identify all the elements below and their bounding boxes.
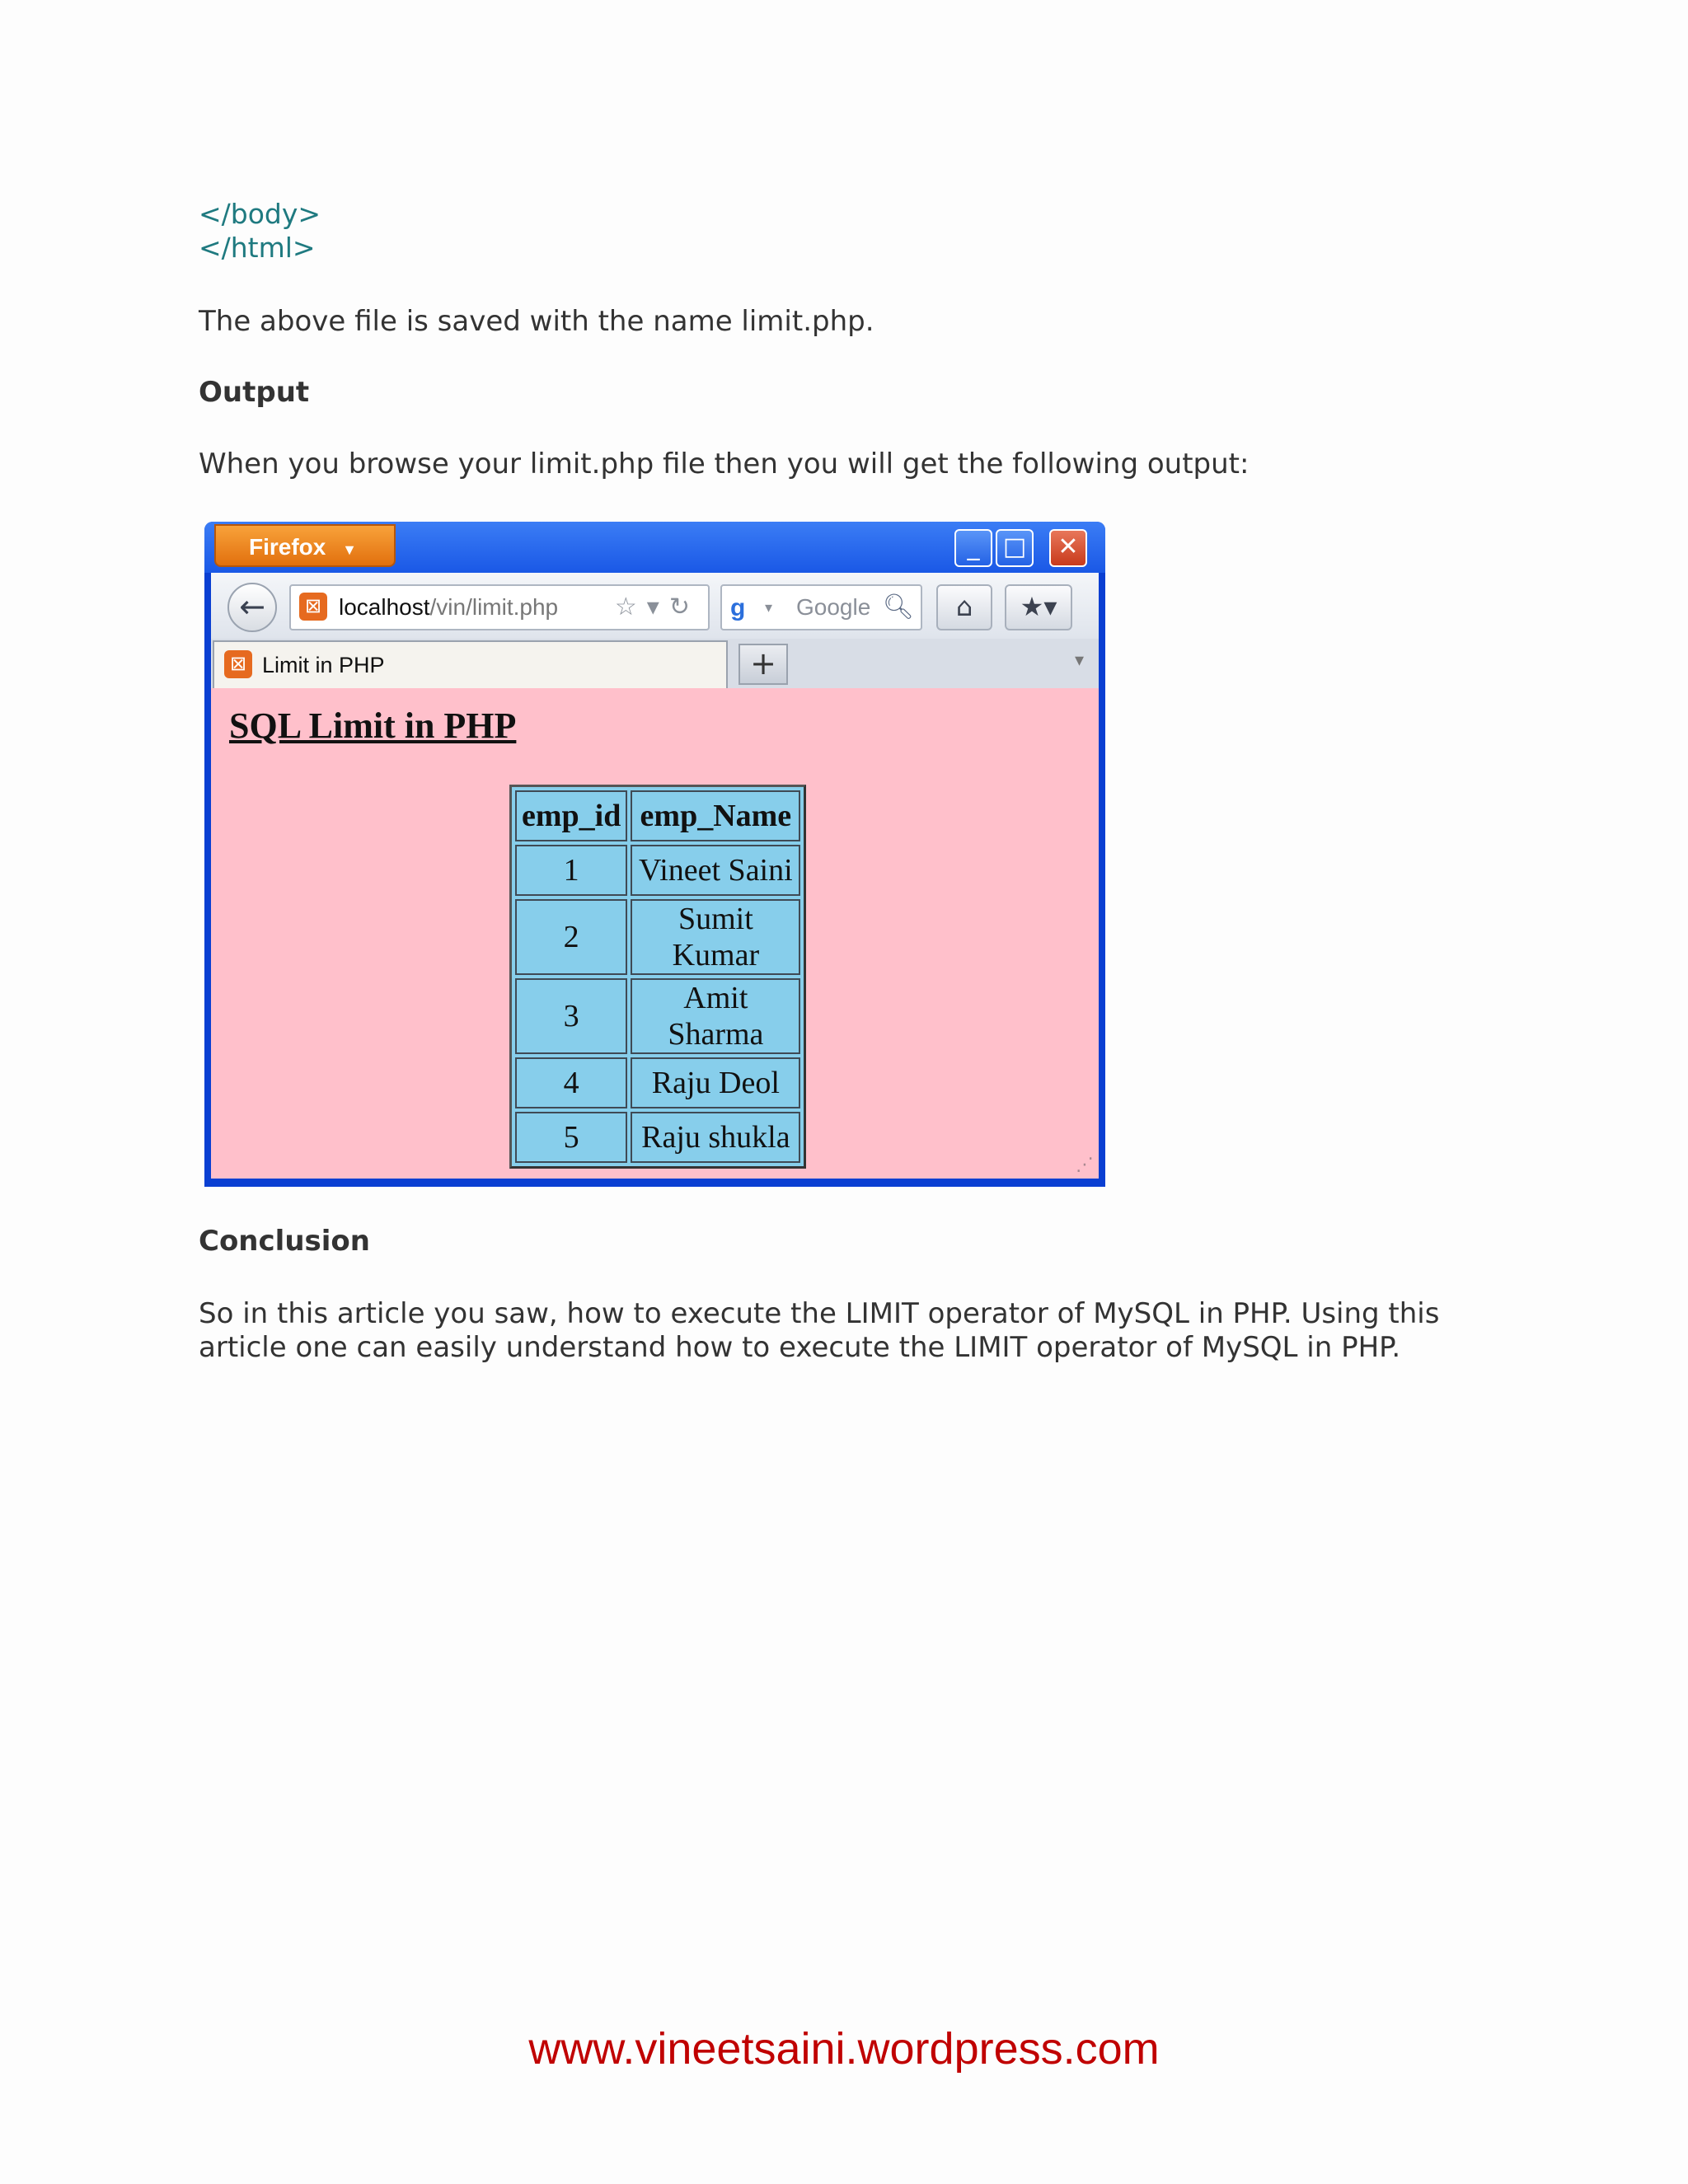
output-heading: Output xyxy=(199,376,310,409)
saved-file-text: The above file is saved with the name limit.php. xyxy=(199,305,874,338)
table-header-row xyxy=(515,790,800,841)
url-host: localhost xyxy=(339,594,430,620)
home-icon: ⌂ xyxy=(955,591,973,622)
firefox-menu-label: Firefox xyxy=(249,534,326,560)
new-tab-button[interactable]: + xyxy=(738,644,788,685)
bookmark-star-icon[interactable]: ☆ xyxy=(614,593,647,621)
conclusion-heading: Conclusion xyxy=(199,1225,370,1258)
home-button[interactable] xyxy=(936,584,992,630)
history-dropdown-icon[interactable]: ▾ xyxy=(646,593,669,621)
emp-id-cell: 3 xyxy=(515,978,627,1054)
column-header: emp_id xyxy=(515,790,627,841)
chevron-down-icon: ▼ xyxy=(342,541,357,558)
google-logo-icon: g xyxy=(730,594,746,621)
footer-website-link[interactable]: www.vineetsaini.wordpress.com xyxy=(528,2024,1160,2074)
bookmarks-icon: ★▾ xyxy=(1020,591,1057,622)
employee-table xyxy=(509,785,806,1169)
reload-icon[interactable]: ↻ xyxy=(668,593,700,621)
page-viewport xyxy=(211,688,1099,1179)
tab-label: Limit in PHP xyxy=(262,653,385,677)
search-bar[interactable] xyxy=(720,584,922,630)
tab-list-chevron-icon[interactable]: ▾ xyxy=(1074,650,1084,671)
table-row xyxy=(515,1057,800,1108)
emp-id-cell: 5 xyxy=(515,1112,627,1163)
tab-favicon-icon: ⊠ xyxy=(224,650,252,678)
code-line-body-close: </body> xyxy=(199,198,321,230)
emp-id-cell: 1 xyxy=(515,845,627,896)
table-row xyxy=(515,899,800,975)
bookmarks-button[interactable] xyxy=(1005,584,1072,630)
tab-limit-in-php[interactable] xyxy=(213,640,728,688)
search-engine-dropdown-icon[interactable]: ▾ xyxy=(765,599,773,616)
emp-name-cell: Raju shukla xyxy=(631,1112,800,1163)
back-button[interactable] xyxy=(227,583,277,632)
emp-name-cell: Raju Deol xyxy=(631,1057,800,1108)
table-row xyxy=(515,978,800,1054)
emp-name-cell: Sumit Kumar xyxy=(631,899,800,975)
code-line-html-close: </html> xyxy=(199,232,316,264)
browser-screenshot xyxy=(204,522,1105,1187)
output-description: When you browse your limit.php file then you will get the following output: xyxy=(199,448,1250,480)
navigation-toolbar xyxy=(211,573,1099,639)
emp-id-cell: 4 xyxy=(515,1057,627,1108)
close-button[interactable]: ✕ xyxy=(1049,529,1087,567)
address-bar[interactable] xyxy=(289,584,710,630)
emp-id-cell: 2 xyxy=(515,899,627,975)
page-heading: SQL Limit in PHP xyxy=(229,705,517,746)
url-text xyxy=(339,586,558,629)
magnifier-icon[interactable]: 🔍︎ xyxy=(882,593,914,621)
emp-name-cell: Vineet Saini xyxy=(631,845,800,896)
address-bar-icons xyxy=(615,586,700,629)
back-arrow-icon: ← xyxy=(239,588,265,625)
url-path: /vin/limit.php xyxy=(429,594,559,620)
browser-titlebar xyxy=(204,522,1105,573)
minimize-button[interactable]: _ xyxy=(954,529,992,567)
resize-grip-icon[interactable]: ⋰ xyxy=(1076,1155,1094,1175)
conclusion-text: So in this article you saw, how to execute the LIMIT operator of MySQL in PHP. Using this article one can easily understand how to execute the LIMIT operator of MySQL in PHP. xyxy=(199,1297,1440,1364)
table-row xyxy=(515,1112,800,1163)
firefox-menu-button[interactable] xyxy=(214,524,396,567)
maximize-button[interactable]: □ xyxy=(996,529,1034,567)
column-header: emp_Name xyxy=(631,790,800,841)
tab-bar xyxy=(211,639,1099,688)
table-row xyxy=(515,845,800,896)
search-placeholder: Google xyxy=(796,594,871,620)
site-favicon-icon: ⊠ xyxy=(299,593,327,621)
emp-name-cell: Amit Sharma xyxy=(631,978,800,1054)
